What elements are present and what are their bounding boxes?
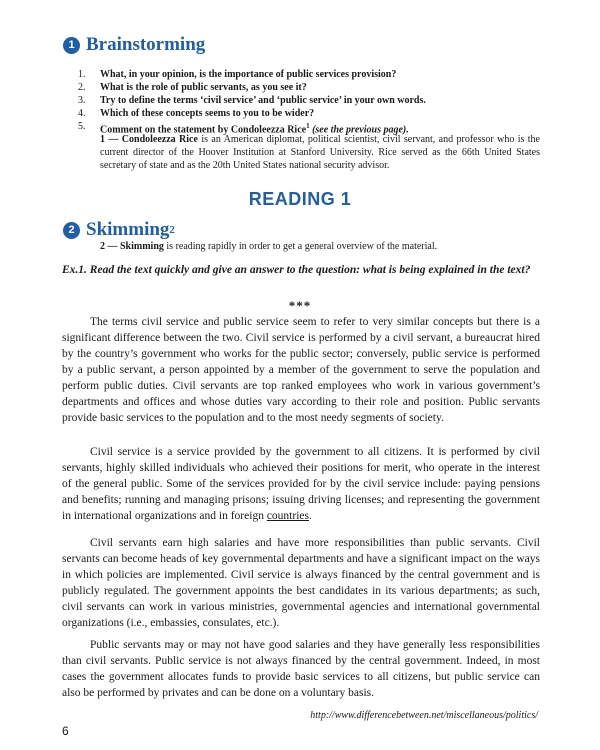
section-number-badge: 2 [63, 222, 80, 239]
question-item: 1. What, in your opinion, is the importance of public services provision? [78, 69, 397, 80]
brainstorming-questions [78, 68, 538, 136]
question-item: 4. Which of these concepts seems to you to be wider? [78, 108, 315, 119]
section-number-badge: 1 [63, 37, 80, 54]
reading-title: READING 1 [248, 189, 352, 209]
source-citation: http://www.differencebetween.net/miscellaneous/politics/ [310, 710, 538, 721]
section-separator: *** [288, 298, 312, 313]
page-number: 6 [62, 724, 69, 738]
body-paragraph-2: Civil service is a service provided by the government to all citizens. It is performed by civil servants, highly skilled individuals who achieved their positions for merit, who operate in the interest of the general public. Some of the services provided for by the civil service include: paying pensions and benefits; running and managing prisons; issuing driving licenses; and representing the government in international organizations and in foreign countries. [62, 446, 540, 522]
skimming-title: Skimming [86, 219, 170, 240]
exercise-instruction: Ex.1. Read the text quickly and give an answer to the question: what is being explained in the text? [62, 264, 531, 276]
body-paragraph-3: Civil servants earn high salaries and have more responsibilities than public servants. Civil servants can become heads of key governmental departments and have a significant impact on the ways in which policies are implemented. Civil service is always financed by the central government and is publicly regulated. The government appoints the best candidates in its various departments; as such, civil servants can work in various ministries, governmental agencies and international governmental organizations (i.e., embassies, consulates, etc.). [62, 537, 540, 629]
body-paragraph-1: The terms civil service and public service seem to refer to very similar concepts but there is a significant difference between the two. Civil service is performed by a civil servant, a bureaucrat hired by the country’s government who works for the public sector; conversely, public service is performed by a public servant, a person appointed by a member of the government to serve the population and perform public duties. Civil servants are top ranked employees who work in various government’s departments and offices and whose duties vary according to their role and position. Public servants provide basic services to the population and to the most needy segments of society. [62, 316, 540, 424]
footnote-skimming: 2 — Skimming is reading rapidly in order to get a general overview of the material. [100, 241, 438, 252]
skimming-heading: 2 Skimming 2 [63, 219, 175, 241]
body-paragraph-4: Public servants may or may not have good salaries and they have generally less responsibilities than civil servants. Public service is not always financed by the central government. Indeed, in most cases the government allocates funds to provide basic services to all citizens, but public service can also be performed by privates and can be done on a voluntary basis. [62, 639, 540, 699]
question-item: 3. Try to define the terms ‘civil service’ and ‘public service’ in your own words. [78, 95, 426, 106]
footnote-condoleezza-rice: 1 — Condoleezza Rice is an American diplomat, political scientist, civil servant, and professor who is the current director of the Hoover Institution at Stanford University. Rice served as the 66th United States secretary of state and as the 20th United States national security advisor. [100, 134, 540, 171]
question-item: 2. What is the role of public servants, as you see it? [78, 82, 307, 93]
question-item: 5. Comment on the statement by Condoleezza Rice$^1$ (see the previous page). [78, 121, 409, 136]
brainstorming-heading [63, 34, 205, 56]
brainstorming-title: Brainstorming [86, 34, 206, 55]
underlined-word: countries [266, 510, 309, 522]
